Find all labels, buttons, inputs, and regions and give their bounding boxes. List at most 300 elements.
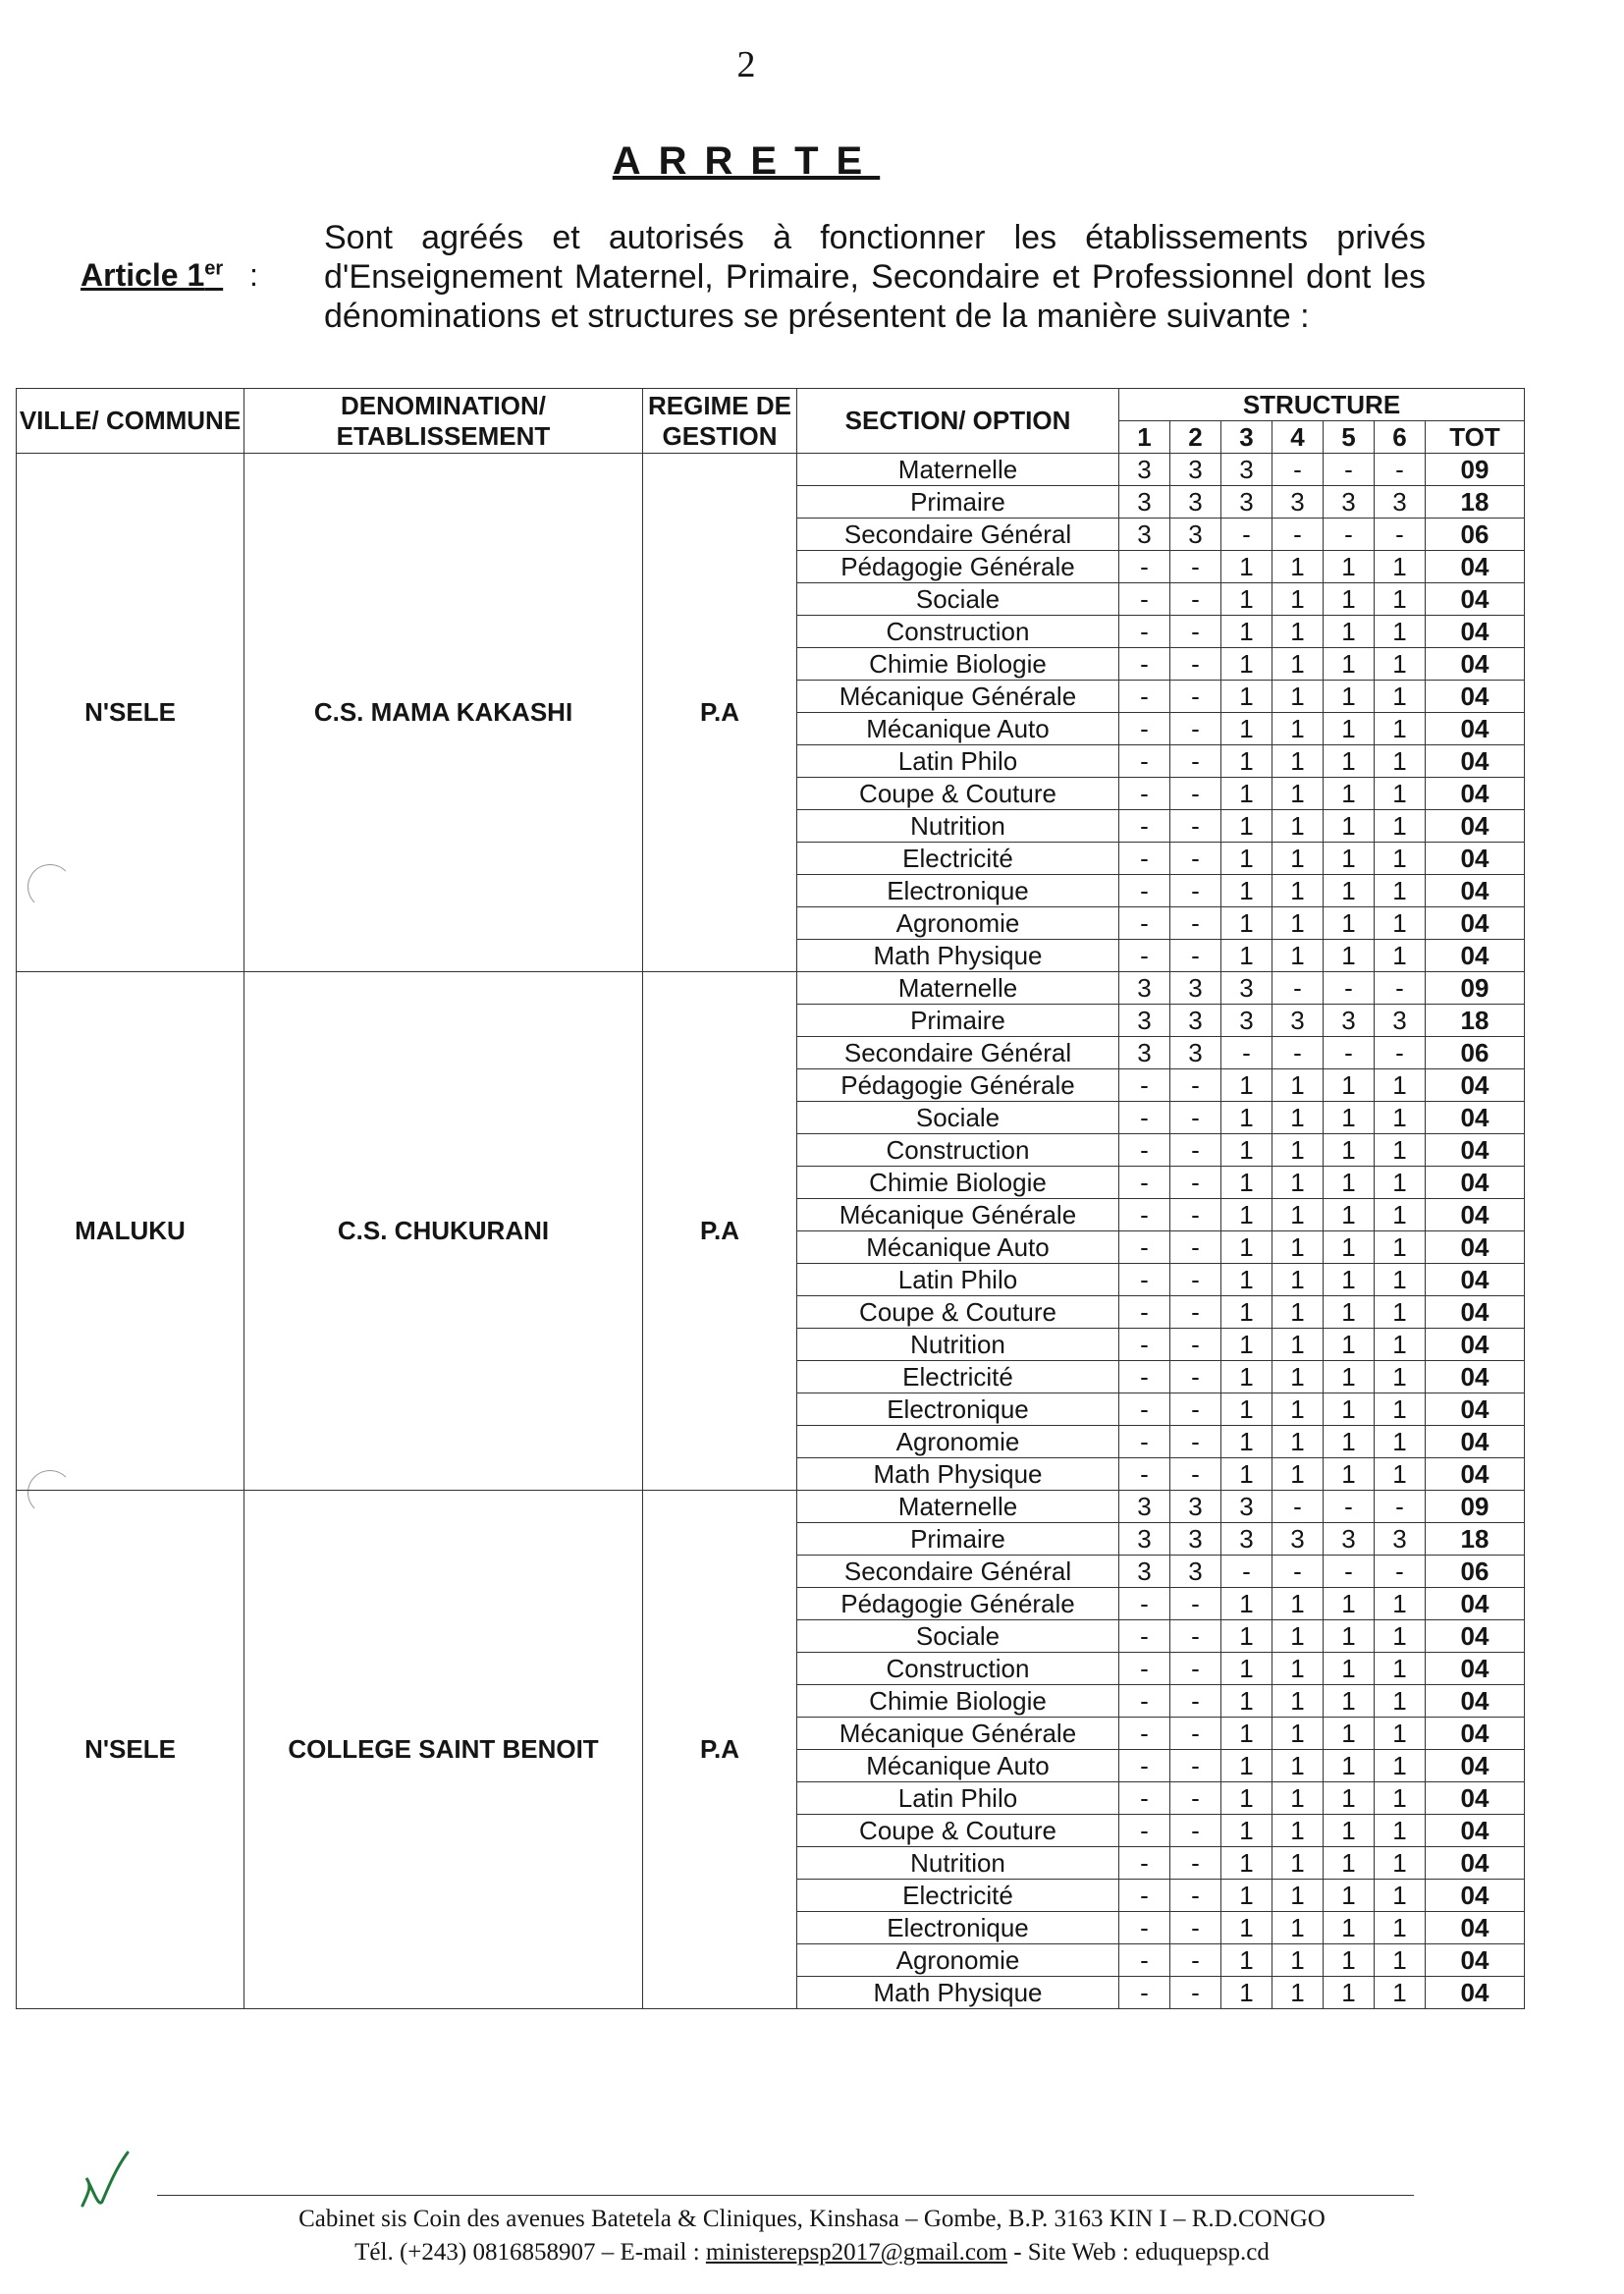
- structure-level-3-cell: -: [1221, 1556, 1272, 1588]
- structure-level-1-cell: -: [1119, 713, 1170, 745]
- total-cell: 04: [1426, 713, 1525, 745]
- structure-level-1-cell: -: [1119, 1977, 1170, 2009]
- structure-level-6-cell: 1: [1375, 1880, 1426, 1912]
- structure-level-5-cell: 1: [1324, 1231, 1375, 1264]
- structure-level-6-cell: 1: [1375, 1847, 1426, 1880]
- structure-level-3-cell: 1: [1221, 1458, 1272, 1491]
- article-label: [81, 257, 223, 294]
- structure-level-3-cell: 1: [1221, 1912, 1272, 1944]
- structure-level-1-cell: -: [1119, 1588, 1170, 1620]
- structure-level-2-cell: -: [1170, 1231, 1221, 1264]
- structure-level-4-cell: 1: [1272, 1102, 1324, 1134]
- structure-level-2-cell: -: [1170, 583, 1221, 616]
- total-cell: 04: [1426, 1134, 1525, 1167]
- structure-level-3-cell: 1: [1221, 1782, 1272, 1815]
- ville-cell: N'SELE: [17, 1491, 244, 2009]
- structure-level-6-cell: -: [1375, 519, 1426, 551]
- structure-level-3-cell: 1: [1221, 616, 1272, 648]
- section-option-cell: Electronique: [797, 1393, 1119, 1426]
- structure-level-4-cell: 1: [1272, 1167, 1324, 1199]
- structure-level-2-cell: -: [1170, 713, 1221, 745]
- structure-level-5-cell: 1: [1324, 616, 1375, 648]
- structure-level-4-cell: 1: [1272, 1815, 1324, 1847]
- table-row: [17, 1491, 1525, 1523]
- table-header: [17, 389, 1525, 454]
- structure-level-5-cell: 1: [1324, 1393, 1375, 1426]
- structure-level-3-cell: 1: [1221, 1718, 1272, 1750]
- total-cell: 04: [1426, 648, 1525, 681]
- structure-level-5-cell: -: [1324, 519, 1375, 551]
- structure-level-1-cell: -: [1119, 875, 1170, 907]
- structure-level-1-cell: -: [1119, 1069, 1170, 1102]
- structure-level-5-cell: 1: [1324, 648, 1375, 681]
- structure-level-1-cell: -: [1119, 1458, 1170, 1491]
- total-cell: 04: [1426, 1069, 1525, 1102]
- structure-level-1-cell: -: [1119, 551, 1170, 583]
- structure-level-5-cell: 1: [1324, 1361, 1375, 1393]
- structure-level-2-cell: 3: [1170, 486, 1221, 519]
- header-regime: REGIME DE GESTION: [643, 389, 797, 454]
- total-cell: 04: [1426, 1102, 1525, 1134]
- structure-level-6-cell: 1: [1375, 1426, 1426, 1458]
- section-option-cell: Mécanique Auto: [797, 1231, 1119, 1264]
- structure-level-4-cell: 1: [1272, 1847, 1324, 1880]
- section-option-cell: Chimie Biologie: [797, 1685, 1119, 1718]
- structure-level-3-cell: 1: [1221, 940, 1272, 972]
- structure-level-5-cell: 1: [1324, 1167, 1375, 1199]
- structure-level-2-cell: -: [1170, 1653, 1221, 1685]
- structure-level-5-cell: 1: [1324, 810, 1375, 843]
- structure-level-1-cell: -: [1119, 907, 1170, 940]
- structure-level-1-cell: -: [1119, 1815, 1170, 1847]
- structure-level-5-cell: -: [1324, 1037, 1375, 1069]
- structure-level-5-cell: 1: [1324, 778, 1375, 810]
- structure-level-2-cell: -: [1170, 1361, 1221, 1393]
- footer-tel: Tél. (+243) 0816858907 – E-mail :: [354, 2239, 706, 2266]
- structure-level-4-cell: 3: [1272, 1005, 1324, 1037]
- structure-level-5-cell: 1: [1324, 1264, 1375, 1296]
- total-cell: 04: [1426, 778, 1525, 810]
- structure-level-6-cell: 1: [1375, 1361, 1426, 1393]
- structure-level-3-cell: -: [1221, 519, 1272, 551]
- structure-level-3-cell: 1: [1221, 583, 1272, 616]
- structure-level-2-cell: 3: [1170, 1037, 1221, 1069]
- structure-level-5-cell: 1: [1324, 1102, 1375, 1134]
- structure-level-3-cell: 1: [1221, 1426, 1272, 1458]
- structure-level-4-cell: 3: [1272, 1523, 1324, 1556]
- table-row: [17, 972, 1525, 1005]
- structure-level-4-cell: 1: [1272, 1329, 1324, 1361]
- structure-level-6-cell: 1: [1375, 1718, 1426, 1750]
- structure-level-6-cell: 3: [1375, 1523, 1426, 1556]
- section-option-cell: Sociale: [797, 1102, 1119, 1134]
- section-option-cell: Electronique: [797, 875, 1119, 907]
- structure-level-4-cell: 1: [1272, 648, 1324, 681]
- structure-level-6-cell: 1: [1375, 810, 1426, 843]
- structure-level-4-cell: 1: [1272, 1944, 1324, 1977]
- structure-level-1-cell: -: [1119, 1782, 1170, 1815]
- structure-level-5-cell: 1: [1324, 1815, 1375, 1847]
- structure-level-1-cell: -: [1119, 745, 1170, 778]
- structure-level-5-cell: 3: [1324, 1005, 1375, 1037]
- regime-cell: P.A: [643, 972, 797, 1491]
- structure-level-1-cell: -: [1119, 1361, 1170, 1393]
- structure-level-4-cell: 1: [1272, 1718, 1324, 1750]
- structure-level-2-cell: 3: [1170, 519, 1221, 551]
- structure-level-5-cell: 1: [1324, 1588, 1375, 1620]
- structure-level-1-cell: -: [1119, 1944, 1170, 1977]
- section-option-cell: Math Physique: [797, 1977, 1119, 2009]
- structure-level-4-cell: 1: [1272, 1296, 1324, 1329]
- structure-level-2-cell: -: [1170, 616, 1221, 648]
- structure-level-5-cell: 1: [1324, 1847, 1375, 1880]
- section-option-cell: Secondaire Général: [797, 519, 1119, 551]
- structure-level-6-cell: -: [1375, 1491, 1426, 1523]
- structure-level-2-cell: -: [1170, 681, 1221, 713]
- section-option-cell: Agronomie: [797, 1944, 1119, 1977]
- section-option-cell: Mécanique Générale: [797, 1718, 1119, 1750]
- structure-level-6-cell: 1: [1375, 648, 1426, 681]
- structure-level-3-cell: 1: [1221, 1750, 1272, 1782]
- structure-level-5-cell: 1: [1324, 1718, 1375, 1750]
- section-option-cell: Maternelle: [797, 454, 1119, 486]
- structure-level-5-cell: 1: [1324, 1296, 1375, 1329]
- header-level-5: 5: [1324, 421, 1375, 454]
- structure-level-5-cell: 1: [1324, 940, 1375, 972]
- total-cell: 04: [1426, 551, 1525, 583]
- structure-level-5-cell: 1: [1324, 745, 1375, 778]
- total-cell: 04: [1426, 1718, 1525, 1750]
- structure-level-5-cell: 1: [1324, 681, 1375, 713]
- structure-level-2-cell: -: [1170, 1134, 1221, 1167]
- section-option-cell: Electronique: [797, 1912, 1119, 1944]
- structure-level-3-cell: 3: [1221, 1523, 1272, 1556]
- structure-level-5-cell: 3: [1324, 1523, 1375, 1556]
- structure-level-1-cell: -: [1119, 1167, 1170, 1199]
- structure-level-4-cell: 1: [1272, 1912, 1324, 1944]
- structure-level-2-cell: -: [1170, 810, 1221, 843]
- structure-level-3-cell: 1: [1221, 1361, 1272, 1393]
- section-option-cell: Nutrition: [797, 810, 1119, 843]
- structure-level-2-cell: 3: [1170, 1491, 1221, 1523]
- structure-level-4-cell: 1: [1272, 713, 1324, 745]
- total-cell: 04: [1426, 940, 1525, 972]
- structure-level-4-cell: 1: [1272, 1426, 1324, 1458]
- structure-level-1-cell: -: [1119, 1718, 1170, 1750]
- footer-email-link[interactable]: ministerepsp2017@gmail.com: [705, 2239, 1007, 2266]
- article-text: Sont agréés et autorisés à fonctionner les établissements privés d'Enseignement Maternel, Primaire, Secondaire et Professionnel dont les dénominations et structures se présentent de la manière suivante :: [324, 219, 1426, 335]
- total-cell: 04: [1426, 1944, 1525, 1977]
- document-title: ARRETE: [612, 139, 881, 183]
- structure-level-5-cell: 1: [1324, 907, 1375, 940]
- structure-level-3-cell: 1: [1221, 551, 1272, 583]
- structure-level-2-cell: 3: [1170, 1523, 1221, 1556]
- total-cell: 04: [1426, 875, 1525, 907]
- section-option-cell: Sociale: [797, 1620, 1119, 1653]
- section-option-cell: Nutrition: [797, 1329, 1119, 1361]
- structure-level-5-cell: 1: [1324, 1329, 1375, 1361]
- structure-level-3-cell: 1: [1221, 1685, 1272, 1718]
- structure-level-1-cell: -: [1119, 1912, 1170, 1944]
- structure-level-4-cell: -: [1272, 454, 1324, 486]
- footer-site: - Site Web : eduquepsp.cd: [1006, 2239, 1270, 2266]
- total-cell: 04: [1426, 1685, 1525, 1718]
- structure-level-4-cell: 1: [1272, 1264, 1324, 1296]
- structure-level-3-cell: 1: [1221, 648, 1272, 681]
- structure-level-2-cell: -: [1170, 1718, 1221, 1750]
- ville-cell: N'SELE: [17, 454, 244, 972]
- structure-level-3-cell: 1: [1221, 1847, 1272, 1880]
- structure-level-5-cell: 1: [1324, 1977, 1375, 2009]
- structure-level-1-cell: -: [1119, 1750, 1170, 1782]
- structure-level-6-cell: 1: [1375, 1782, 1426, 1815]
- structure-level-2-cell: 3: [1170, 1005, 1221, 1037]
- structure-level-5-cell: 1: [1324, 1653, 1375, 1685]
- header-tot: TOT: [1426, 421, 1525, 454]
- structure-level-6-cell: 1: [1375, 1685, 1426, 1718]
- structure-level-4-cell: 1: [1272, 1458, 1324, 1491]
- structure-level-4-cell: 1: [1272, 1361, 1324, 1393]
- structure-level-6-cell: -: [1375, 1556, 1426, 1588]
- structure-level-2-cell: -: [1170, 1393, 1221, 1426]
- section-option-cell: Mécanique Générale: [797, 681, 1119, 713]
- structure-level-4-cell: 1: [1272, 1750, 1324, 1782]
- section-option-cell: Primaire: [797, 486, 1119, 519]
- total-cell: 04: [1426, 1588, 1525, 1620]
- structure-level-4-cell: 1: [1272, 551, 1324, 583]
- structure-level-6-cell: 1: [1375, 616, 1426, 648]
- structure-level-5-cell: 1: [1324, 1620, 1375, 1653]
- structure-level-6-cell: 1: [1375, 1231, 1426, 1264]
- structure-level-3-cell: 1: [1221, 875, 1272, 907]
- structure-level-5-cell: 1: [1324, 1685, 1375, 1718]
- structure-level-6-cell: 1: [1375, 1912, 1426, 1944]
- structure-level-2-cell: -: [1170, 1426, 1221, 1458]
- total-cell: 06: [1426, 1556, 1525, 1588]
- structure-level-3-cell: 1: [1221, 1620, 1272, 1653]
- structure-level-5-cell: 1: [1324, 1426, 1375, 1458]
- structure-level-4-cell: -: [1272, 1556, 1324, 1588]
- structure-level-5-cell: 1: [1324, 1880, 1375, 1912]
- structure-level-4-cell: -: [1272, 972, 1324, 1005]
- structure-level-2-cell: -: [1170, 778, 1221, 810]
- structure-level-4-cell: 1: [1272, 1393, 1324, 1426]
- structure-level-3-cell: 1: [1221, 1393, 1272, 1426]
- structure-level-5-cell: 1: [1324, 1912, 1375, 1944]
- structure-level-2-cell: -: [1170, 1199, 1221, 1231]
- structure-level-2-cell: -: [1170, 1977, 1221, 2009]
- structure-level-6-cell: 1: [1375, 1977, 1426, 2009]
- structure-level-5-cell: -: [1324, 972, 1375, 1005]
- structure-level-2-cell: -: [1170, 843, 1221, 875]
- structure-level-4-cell: 1: [1272, 1069, 1324, 1102]
- total-cell: 04: [1426, 1361, 1525, 1393]
- structure-level-4-cell: 1: [1272, 1588, 1324, 1620]
- total-cell: 04: [1426, 1653, 1525, 1685]
- structure-level-3-cell: 1: [1221, 1199, 1272, 1231]
- header-structure: STRUCTURE: [1119, 389, 1525, 421]
- section-option-cell: Electricité: [797, 1880, 1119, 1912]
- structure-level-2-cell: -: [1170, 1296, 1221, 1329]
- structure-level-6-cell: 1: [1375, 1167, 1426, 1199]
- total-cell: 04: [1426, 1199, 1525, 1231]
- section-option-cell: Primaire: [797, 1523, 1119, 1556]
- structure-level-3-cell: 1: [1221, 1329, 1272, 1361]
- structure-level-1-cell: -: [1119, 616, 1170, 648]
- article-label-sup: er: [204, 257, 224, 280]
- structure-level-4-cell: 3: [1272, 486, 1324, 519]
- structure-level-3-cell: 1: [1221, 1880, 1272, 1912]
- structure-level-1-cell: -: [1119, 778, 1170, 810]
- structure-level-6-cell: 1: [1375, 1134, 1426, 1167]
- structure-level-5-cell: 1: [1324, 1750, 1375, 1782]
- structure-level-4-cell: 1: [1272, 1620, 1324, 1653]
- total-cell: 04: [1426, 1393, 1525, 1426]
- structure-level-2-cell: 3: [1170, 454, 1221, 486]
- section-option-cell: Pédagogie Générale: [797, 551, 1119, 583]
- section-option-cell: Math Physique: [797, 940, 1119, 972]
- structure-level-5-cell: 3: [1324, 486, 1375, 519]
- structure-level-4-cell: 1: [1272, 843, 1324, 875]
- structure-level-3-cell: 1: [1221, 1944, 1272, 1977]
- total-cell: 04: [1426, 810, 1525, 843]
- structure-level-4-cell: 1: [1272, 1134, 1324, 1167]
- structure-level-1-cell: 3: [1119, 519, 1170, 551]
- total-cell: 04: [1426, 1264, 1525, 1296]
- total-cell: 09: [1426, 454, 1525, 486]
- structure-level-6-cell: 1: [1375, 1815, 1426, 1847]
- header-section: SECTION/ OPTION: [797, 389, 1119, 454]
- header-level-2: 2: [1170, 421, 1221, 454]
- structure-level-1-cell: -: [1119, 1329, 1170, 1361]
- section-option-cell: Math Physique: [797, 1458, 1119, 1491]
- footer-divider: [157, 2195, 1414, 2196]
- structure-level-1-cell: -: [1119, 648, 1170, 681]
- structure-level-4-cell: 1: [1272, 1977, 1324, 2009]
- ville-cell: MALUKU: [17, 972, 244, 1491]
- structure-level-6-cell: 1: [1375, 940, 1426, 972]
- structure-level-2-cell: -: [1170, 1944, 1221, 1977]
- structure-level-2-cell: -: [1170, 1620, 1221, 1653]
- structure-level-4-cell: 1: [1272, 681, 1324, 713]
- total-cell: 04: [1426, 1815, 1525, 1847]
- section-option-cell: Chimie Biologie: [797, 1167, 1119, 1199]
- total-cell: 18: [1426, 1523, 1525, 1556]
- structure-level-4-cell: 1: [1272, 778, 1324, 810]
- total-cell: 06: [1426, 519, 1525, 551]
- section-option-cell: Latin Philo: [797, 745, 1119, 778]
- structure-level-1-cell: 3: [1119, 1005, 1170, 1037]
- structure-level-5-cell: 1: [1324, 1199, 1375, 1231]
- structure-level-5-cell: 1: [1324, 1458, 1375, 1491]
- structure-level-6-cell: 1: [1375, 713, 1426, 745]
- total-cell: 04: [1426, 1231, 1525, 1264]
- structure-level-3-cell: 1: [1221, 843, 1272, 875]
- structure-level-1-cell: -: [1119, 810, 1170, 843]
- structure-level-6-cell: 1: [1375, 1264, 1426, 1296]
- structure-level-3-cell: 1: [1221, 681, 1272, 713]
- total-cell: 09: [1426, 972, 1525, 1005]
- section-option-cell: Nutrition: [797, 1847, 1119, 1880]
- structure-level-5-cell: -: [1324, 1491, 1375, 1523]
- structure-level-1-cell: -: [1119, 1653, 1170, 1685]
- structure-level-2-cell: -: [1170, 1329, 1221, 1361]
- structure-level-1-cell: 3: [1119, 486, 1170, 519]
- total-cell: 04: [1426, 1167, 1525, 1199]
- structure-level-5-cell: -: [1324, 454, 1375, 486]
- structure-level-6-cell: 1: [1375, 1102, 1426, 1134]
- structure-level-3-cell: 3: [1221, 972, 1272, 1005]
- structure-level-2-cell: -: [1170, 1880, 1221, 1912]
- section-option-cell: Mécanique Auto: [797, 713, 1119, 745]
- structure-level-4-cell: 1: [1272, 745, 1324, 778]
- total-cell: 18: [1426, 486, 1525, 519]
- structure-level-3-cell: 1: [1221, 1102, 1272, 1134]
- structure-level-5-cell: 1: [1324, 713, 1375, 745]
- total-cell: 04: [1426, 583, 1525, 616]
- structure-level-5-cell: 1: [1324, 551, 1375, 583]
- structure-level-1-cell: -: [1119, 1134, 1170, 1167]
- structure-level-4-cell: 1: [1272, 810, 1324, 843]
- establishment-cell: COLLEGE SAINT BENOIT: [244, 1491, 643, 2009]
- structure-level-5-cell: 1: [1324, 875, 1375, 907]
- total-cell: 04: [1426, 907, 1525, 940]
- structure-level-2-cell: -: [1170, 1685, 1221, 1718]
- section-option-cell: Latin Philo: [797, 1264, 1119, 1296]
- structure-level-4-cell: 1: [1272, 1782, 1324, 1815]
- structure-level-1-cell: 3: [1119, 1037, 1170, 1069]
- structure-level-2-cell: 3: [1170, 972, 1221, 1005]
- structure-level-1-cell: -: [1119, 1102, 1170, 1134]
- footer-address: Cabinet sis Coin des avenues Batetela & Cliniques, Kinshasa – Gombe, B.P. 3163 KIN I – R.D.CONGO: [298, 2206, 1326, 2232]
- total-cell: 04: [1426, 681, 1525, 713]
- structure-level-6-cell: 1: [1375, 583, 1426, 616]
- section-option-cell: Maternelle: [797, 1491, 1119, 1523]
- structure-level-5-cell: 1: [1324, 1782, 1375, 1815]
- section-option-cell: Secondaire Général: [797, 1037, 1119, 1069]
- structure-level-3-cell: 1: [1221, 778, 1272, 810]
- structure-level-2-cell: -: [1170, 1167, 1221, 1199]
- section-option-cell: Coupe & Couture: [797, 1296, 1119, 1329]
- structure-level-2-cell: -: [1170, 1912, 1221, 1944]
- structure-level-3-cell: 1: [1221, 1167, 1272, 1199]
- total-cell: 04: [1426, 1620, 1525, 1653]
- structure-level-3-cell: 1: [1221, 907, 1272, 940]
- total-cell: 04: [1426, 1329, 1525, 1361]
- section-option-cell: Primaire: [797, 1005, 1119, 1037]
- article-colon: :: [249, 257, 258, 293]
- total-cell: 04: [1426, 1977, 1525, 2009]
- structure-level-6-cell: 1: [1375, 1329, 1426, 1361]
- structure-level-6-cell: 1: [1375, 1199, 1426, 1231]
- structure-level-3-cell: -: [1221, 1037, 1272, 1069]
- section-option-cell: Mécanique Générale: [797, 1199, 1119, 1231]
- structure-level-2-cell: 3: [1170, 1556, 1221, 1588]
- total-cell: 04: [1426, 843, 1525, 875]
- page-number: 2: [736, 44, 756, 85]
- establishment-cell: C.S. MAMA KAKASHI: [244, 454, 643, 972]
- section-option-cell: Mécanique Auto: [797, 1750, 1119, 1782]
- total-cell: 06: [1426, 1037, 1525, 1069]
- structure-level-1-cell: -: [1119, 1426, 1170, 1458]
- structure-level-6-cell: 1: [1375, 1944, 1426, 1977]
- structure-level-6-cell: 3: [1375, 486, 1426, 519]
- structure-level-1-cell: -: [1119, 1199, 1170, 1231]
- structure-level-1-cell: -: [1119, 583, 1170, 616]
- structure-level-6-cell: -: [1375, 972, 1426, 1005]
- regime-cell: P.A: [643, 1491, 797, 2009]
- structure-level-4-cell: 1: [1272, 1231, 1324, 1264]
